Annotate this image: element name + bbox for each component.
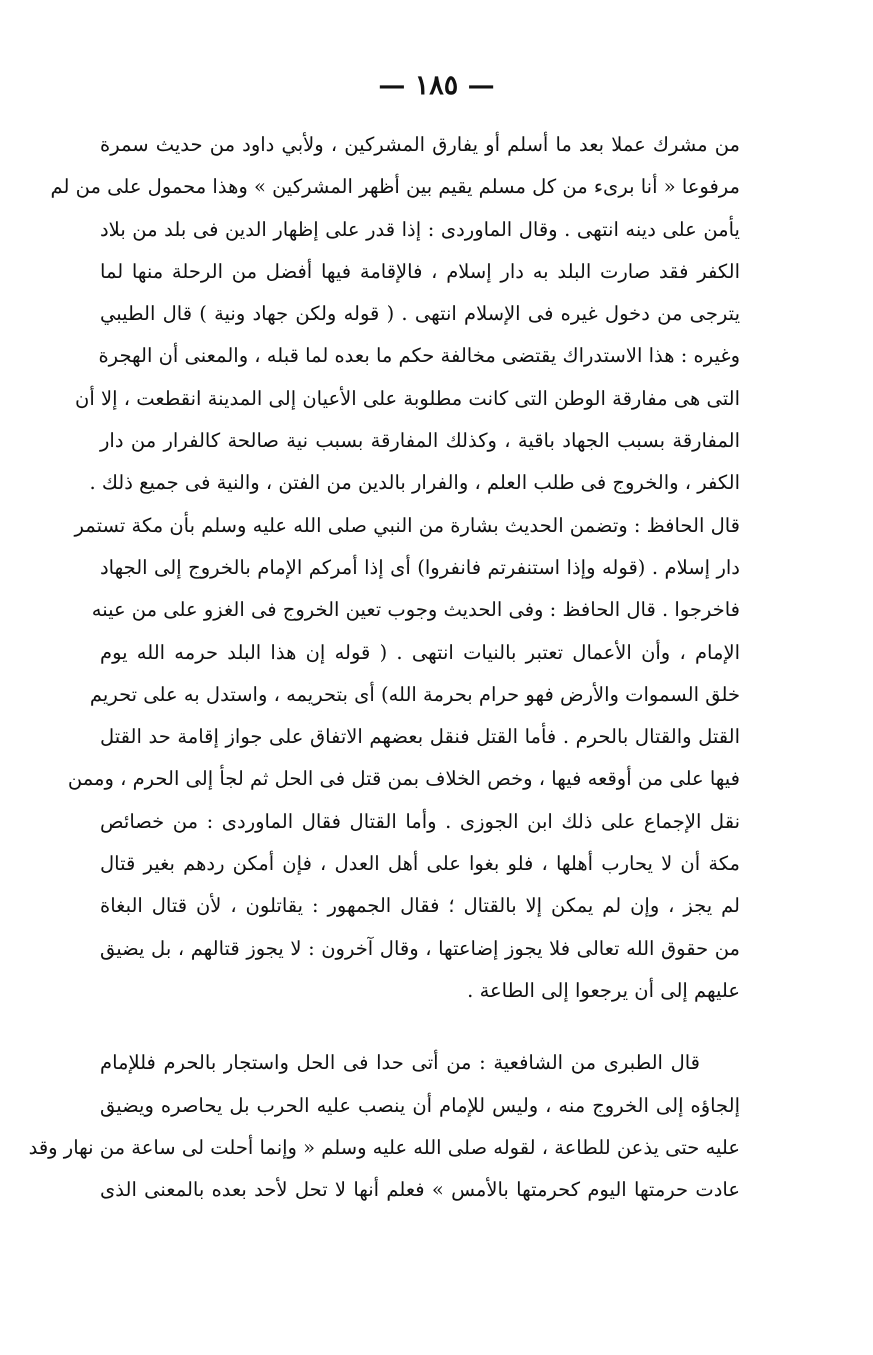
paragraph-1 [50, 124, 740, 1012]
text-line: وغيره : هذا الاستدراك يقتضى مخالفة حكم ما بعده لما قبله ، والمعنى أن الهجرة [98, 344, 740, 368]
paragraph-2 [28, 1042, 740, 1211]
text-line: الكفر فقد صارت البلد به دار إسلام ، فالإقامة فيها أفضل من الرحلة منها لما [100, 259, 740, 283]
text-line: مرفوعا « أنا برىء من كل مسلم يقيم بين أظهر المشركين » وهذا محمول على من لم [50, 175, 740, 199]
text-line: يأمن على دينه انتهى . وقال الماوردى : إذا قدر على إظهار الدين فى بلد من بلاد [100, 217, 740, 241]
text-line: عليهم إلى أن يرجعوا إلى الطاعة . [467, 978, 740, 1002]
text-line: قال الحافظ : وتضمن الحديث بشارة من النبي صلى الله عليه وسلم بأن مكة تستمر [74, 513, 740, 537]
text-line: الكفر ، والخروج فى طلب العلم ، والفرار بالدين من الفتن ، والنية فى جميع ذلك . [89, 471, 740, 495]
page-number: — ١٨٥ — [378, 70, 495, 101]
text-line: دار إسلام . (قوله وإذا استنفرتم فانفروا) أى إذا أمركم الإمام بالخروج إلى الجهاد [100, 555, 740, 579]
text-line: من حقوق الله تعالى فلا يجوز إضاعتها ، وقال آخرون : لا يجوز قتالهم ، بل يضيق [100, 936, 740, 960]
text-line: المفارقة بسبب الجهاد باقية ، وكذلك المفارقة بسبب نية صالحة كالفرار من دار [100, 429, 740, 453]
text-line: لم يجز ، وإن لم يمكن إلا بالقتال ؛ فقال الجمهور : يقاتلون ، لأن قتال البغاة [100, 894, 740, 918]
text-line: عليه حتى يذعن للطاعة ، لقوله صلى الله عليه وسلم « وإنما أحلت لى ساعة من نهار وقد [28, 1135, 740, 1159]
text-line: فاخرجوا . قال الحافظ : وفى الحديث وجوب تعين الخروج فى الغزو على من عينه [91, 598, 740, 622]
text-line: قال الطبرى من الشافعية : من أتى حدا فى الحل واستجار بالحرم فللإمام [100, 1051, 700, 1075]
text-line: من مشرك عملا بعد ما أسلم أو يفارق المشركين ، ولأبي داود من حديث سمرة [100, 133, 740, 156]
text-line: الإمام ، وأن الأعمال تعتبر بالنيات انتهى . ( قوله إن هذا البلد حرمه الله يوم [100, 640, 740, 664]
text-line: فيها على من أوقعه فيها ، وخص الخلاف بمن قتل فى الحل ثم لجأ إلى الحرم ، وممن [67, 767, 740, 791]
text-line: عادت حرمتها اليوم كحرمتها بالأمس » فعلم أنها لا تحل لأحد بعده بالمعنى الذى [100, 1178, 740, 1202]
text-line: خلق السموات والأرض فهو حرام بحرمة الله) أى بتحريمه ، واستدل به على تحريم [89, 682, 740, 706]
text-line: القتل والقتال بالحرم . فأما القتل فنقل بعضهم الاتفاق على جواز إقامة حد القتل [100, 725, 740, 749]
text-line: مكة أن لا يحارب أهلها ، فلو بغوا على أهل العدل ، فإن أمكن ردهم بغير قتال [100, 852, 740, 876]
text-line: التى هى مفارقة الوطن التى كانت مطلوبة على الأعيان إلى المدينة انقطعت ، إلا أن [75, 386, 740, 410]
paragraph-gap [100, 1012, 740, 1042]
text-line: نقل الإجماع على ذلك ابن الجوزى . وأما القتال فقال الماوردى : من خصائص [100, 809, 740, 833]
body-text [28, 124, 740, 1211]
text-line: يترجى من دخول غيره فى الإسلام انتهى . ( قوله ولكن جهاد ونية ) قال الطيبي [100, 302, 740, 326]
text-line: إلجاؤه إلى الخروج منه ، وليس للإمام أن ينصب عليه الحرب بل يحاصره ويضيق [100, 1093, 740, 1117]
